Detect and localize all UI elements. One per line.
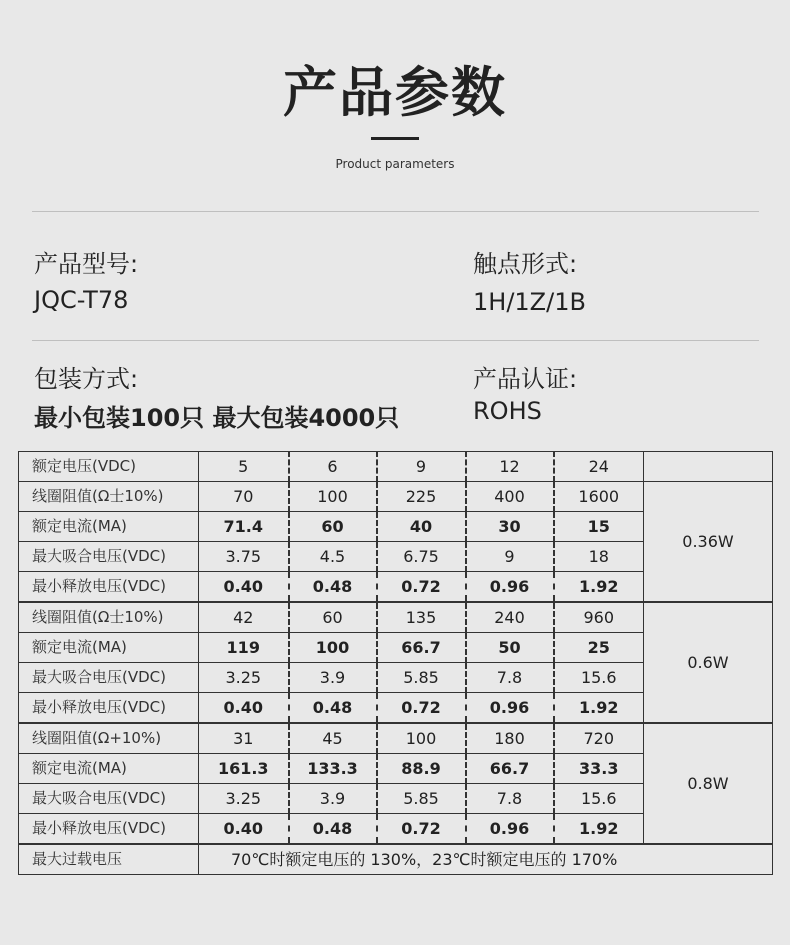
voltage-header-cell: 6 (289, 452, 377, 482)
voltage-header-cell: 24 (554, 452, 644, 482)
empty-header-cell (644, 452, 773, 482)
value-cell: 7.8 (466, 784, 554, 814)
value-cell: 15.6 (554, 663, 644, 693)
value-cell: 3.75 (199, 542, 289, 572)
table-row (19, 723, 773, 754)
power-rating-cell: 0.6W (644, 602, 773, 723)
value-cell: 5.85 (377, 663, 466, 693)
overload-label-cell: 最大过载电压 (19, 844, 199, 875)
value-cell: 3.25 (199, 663, 289, 693)
contact-label: 触点形式: (473, 250, 578, 278)
title-underline (371, 137, 419, 140)
value-cell: 0.72 (377, 693, 466, 724)
row-label-cell: 最小释放电压(VDC) (19, 814, 199, 845)
parameters-table (18, 451, 773, 875)
model-value: JQC-T78 (34, 286, 129, 314)
value-cell: 3.9 (289, 663, 377, 693)
page-title: 产品参数 (283, 61, 507, 124)
value-cell: 119 (199, 633, 289, 663)
value-cell: 1.92 (554, 572, 644, 603)
overload-value-cell: 70℃时额定电压的 130%，23℃时额定电压的 170% (199, 844, 773, 875)
value-cell: 9 (466, 542, 554, 572)
value-cell: 0.96 (466, 693, 554, 724)
value-cell: 100 (289, 482, 377, 512)
voltage-header-cell: 5 (199, 452, 289, 482)
contact-value: 1H/1Z/1B (473, 288, 586, 316)
row-label-cell: 额定电流(MA) (19, 633, 199, 663)
value-cell: 42 (199, 602, 289, 633)
value-cell: 135 (377, 602, 466, 633)
value-cell: 180 (466, 723, 554, 754)
value-cell: 15.6 (554, 784, 644, 814)
value-cell: 225 (377, 482, 466, 512)
value-cell: 0.48 (289, 693, 377, 724)
value-cell: 161.3 (199, 754, 289, 784)
value-cell: 0.96 (466, 572, 554, 603)
value-cell: 31 (199, 723, 289, 754)
value-cell: 720 (554, 723, 644, 754)
value-cell: 3.25 (199, 784, 289, 814)
page-subtitle: Product parameters (335, 157, 455, 171)
row-label-cell: 额定电流(MA) (19, 512, 199, 542)
value-cell: 25 (554, 633, 644, 663)
header-label-cell: 额定电压(VDC) (19, 452, 199, 482)
row-label-cell: 最大吸合电压(VDC) (19, 663, 199, 693)
value-cell: 88.9 (377, 754, 466, 784)
value-cell: 133.3 (289, 754, 377, 784)
value-cell: 30 (466, 512, 554, 542)
value-cell: 66.7 (377, 633, 466, 663)
value-cell: 60 (289, 512, 377, 542)
value-cell: 33.3 (554, 754, 644, 784)
value-cell: 60 (289, 602, 377, 633)
overload-row (19, 844, 773, 875)
row-label-cell: 线圈阻值(Ω士10%) (19, 482, 199, 512)
row-label-cell: 最小释放电压(VDC) (19, 693, 199, 724)
value-cell: 45 (289, 723, 377, 754)
value-cell: 4.5 (289, 542, 377, 572)
value-cell: 0.40 (199, 572, 289, 603)
divider-top (32, 211, 759, 212)
value-cell: 50 (466, 633, 554, 663)
voltage-header-cell: 9 (377, 452, 466, 482)
value-cell: 3.9 (289, 784, 377, 814)
cert-value: ROHS (473, 397, 542, 425)
value-cell: 15 (554, 512, 644, 542)
value-cell: 70 (199, 482, 289, 512)
value-cell: 400 (466, 482, 554, 512)
value-cell: 0.96 (466, 814, 554, 845)
value-cell: 100 (377, 723, 466, 754)
value-cell: 1.92 (554, 693, 644, 724)
value-cell: 5.85 (377, 784, 466, 814)
value-cell: 0.40 (199, 814, 289, 845)
package-value: 最小包装100只 最大包装4000只 (34, 404, 400, 432)
value-cell: 40 (377, 512, 466, 542)
divider-middle (32, 340, 759, 341)
model-label: 产品型号: (34, 250, 139, 278)
value-cell: 1.92 (554, 814, 644, 845)
value-cell: 100 (289, 633, 377, 663)
row-label-cell: 最小释放电压(VDC) (19, 572, 199, 603)
cert-label: 产品认证: (473, 365, 578, 393)
value-cell: 66.7 (466, 754, 554, 784)
value-cell: 18 (554, 542, 644, 572)
power-rating-cell: 0.36W (644, 482, 773, 603)
value-cell: 71.4 (199, 512, 289, 542)
table-row (19, 602, 773, 633)
power-rating-cell: 0.8W (644, 723, 773, 844)
row-label-cell: 最大吸合电压(VDC) (19, 542, 199, 572)
row-label-cell: 线圈阻值(Ω+10%) (19, 723, 199, 754)
table-header-row (19, 452, 773, 482)
value-cell: 0.72 (377, 814, 466, 845)
value-cell: 7.8 (466, 663, 554, 693)
value-cell: 0.72 (377, 572, 466, 603)
value-cell: 240 (466, 602, 554, 633)
value-cell: 6.75 (377, 542, 466, 572)
table-row (19, 482, 773, 512)
voltage-header-cell: 12 (466, 452, 554, 482)
value-cell: 1600 (554, 482, 644, 512)
row-label-cell: 最大吸合电压(VDC) (19, 784, 199, 814)
value-cell: 0.48 (289, 814, 377, 845)
row-label-cell: 额定电流(MA) (19, 754, 199, 784)
value-cell: 0.40 (199, 693, 289, 724)
package-label: 包装方式: (34, 365, 139, 393)
row-label-cell: 线圈阻值(Ω士10%) (19, 602, 199, 633)
value-cell: 960 (554, 602, 644, 633)
value-cell: 0.48 (289, 572, 377, 603)
